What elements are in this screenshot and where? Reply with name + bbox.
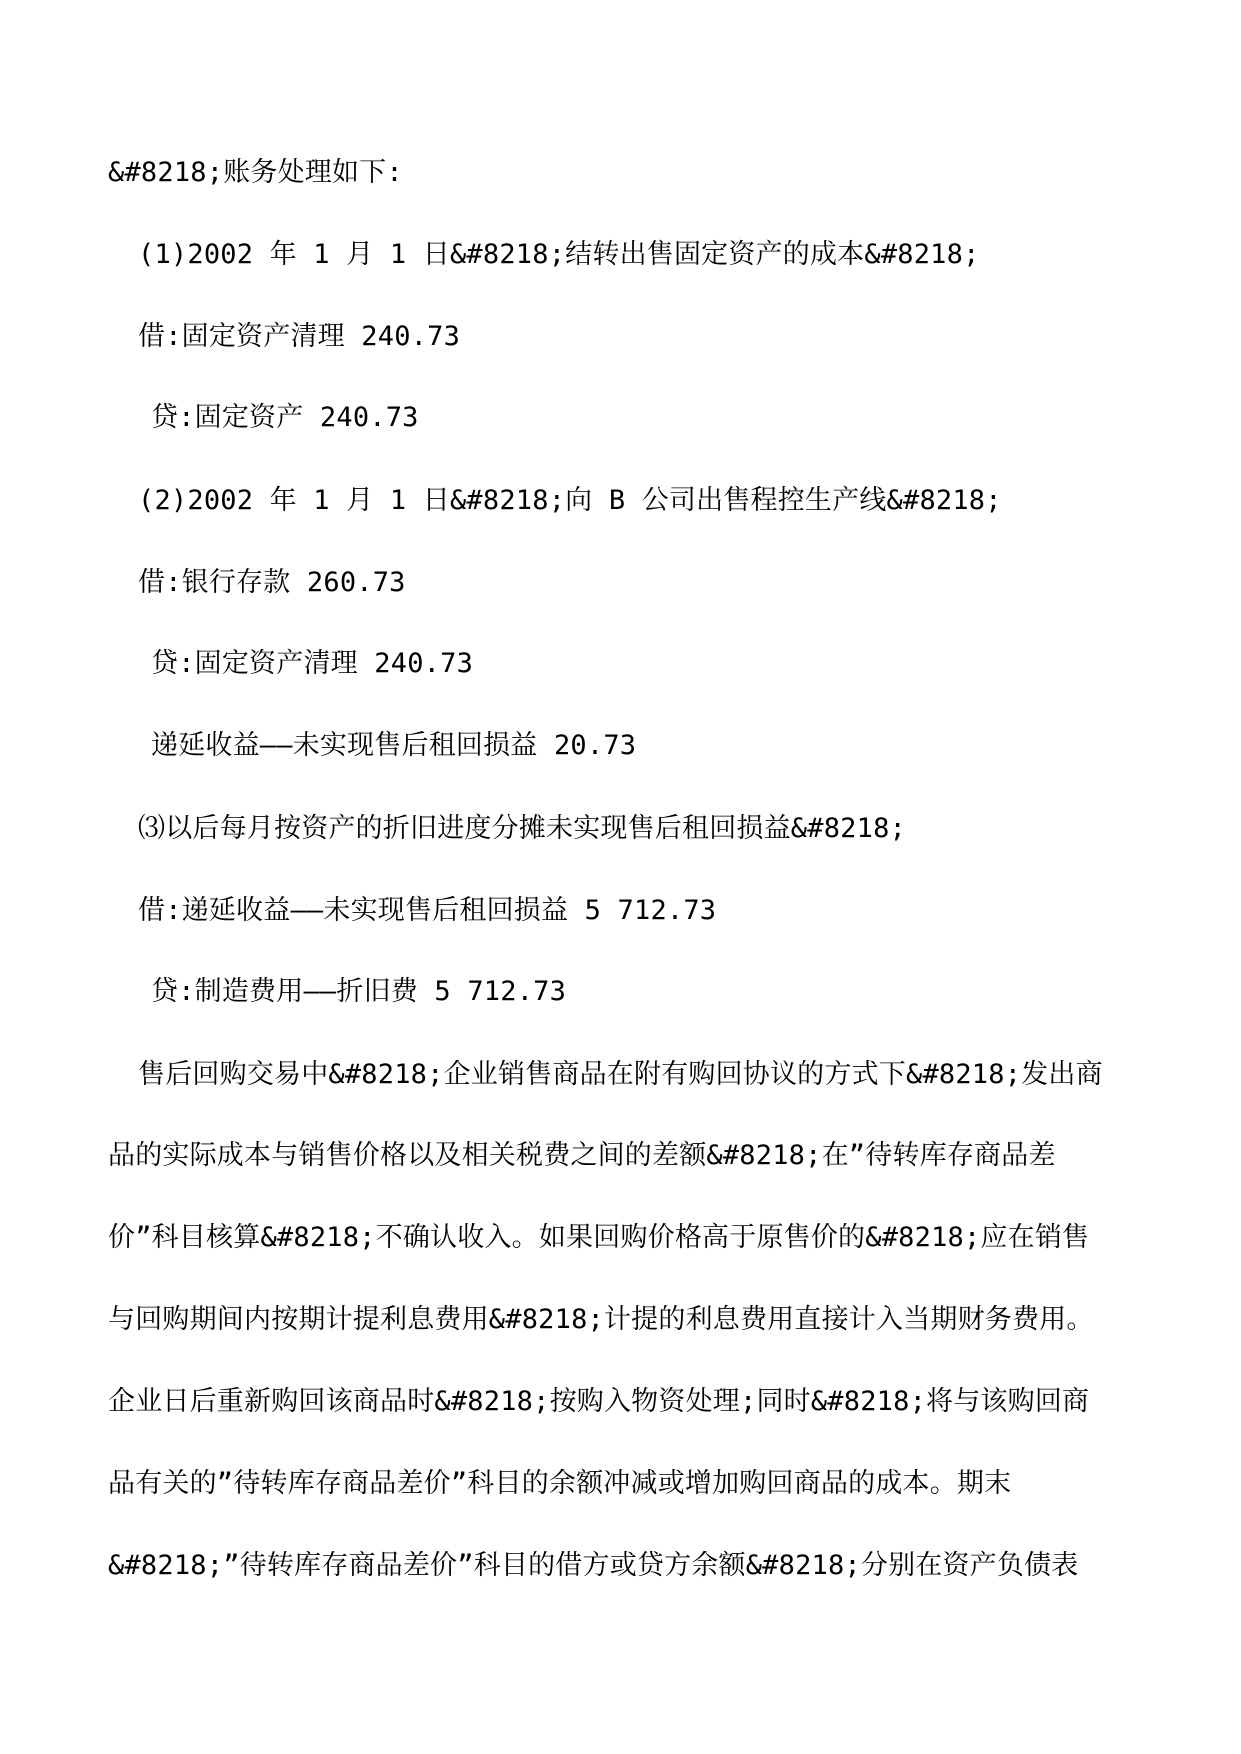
text-line: 借:银行存款 260.73 [138, 567, 406, 598]
text-line: ⑶以后每月按资产的折旧进度分摊未实现售后租回损益&#8218; [138, 813, 906, 844]
text-line: (1)2002 年 1 月 1 日&#8218;结转出售固定资产的成本&#8218; [138, 239, 980, 270]
text-line: 贷:制造费用——折旧费 5 712.73 [151, 976, 567, 1007]
text-line: (2)2002 年 1 月 1 日&#8218;向 B 公司出售程控生产线&#8218; [138, 485, 1002, 516]
text-line: &#8218;”待转库存商品差价”科目的借方或贷方余额&#8218;分别在资产负债表 [108, 1550, 1079, 1581]
text-line: 售后回购交易中&#8218;企业销售商品在附有购回协议的方式下&#8218;发出商 [138, 1059, 1103, 1090]
text-line: 品有关的”待转库存商品差价”科目的余额冲减或增加购回商品的成本。期末 [108, 1468, 1012, 1499]
text-line: 借:递延收益——未实现售后租回损益 5 712.73 [138, 895, 717, 926]
text-line: 与回购期间内按期计提利息费用&#8218;计提的利息费用直接计入当期财务费用。 [108, 1304, 1094, 1335]
text-line: 递延收益——未实现售后租回损益 20.73 [151, 730, 637, 761]
text-line: 借:固定资产清理 240.73 [138, 321, 461, 352]
text-line: &#8218;账务处理如下: [108, 157, 403, 188]
text-line: 品的实际成本与销售价格以及相关税费之间的差额&#8218;在”待转库存商品差 [108, 1140, 1056, 1171]
text-line: 价”科目核算&#8218;不确认收入。如果回购价格高于原售价的&#8218;应在销售 [108, 1222, 1090, 1253]
text-line: 企业日后重新购回该商品时&#8218;按购入物资处理;同时&#8218;将与该购回商 [108, 1386, 1090, 1417]
text-line: 贷:固定资产清理 240.73 [151, 648, 474, 679]
text-line: 贷:固定资产 240.73 [151, 402, 419, 433]
